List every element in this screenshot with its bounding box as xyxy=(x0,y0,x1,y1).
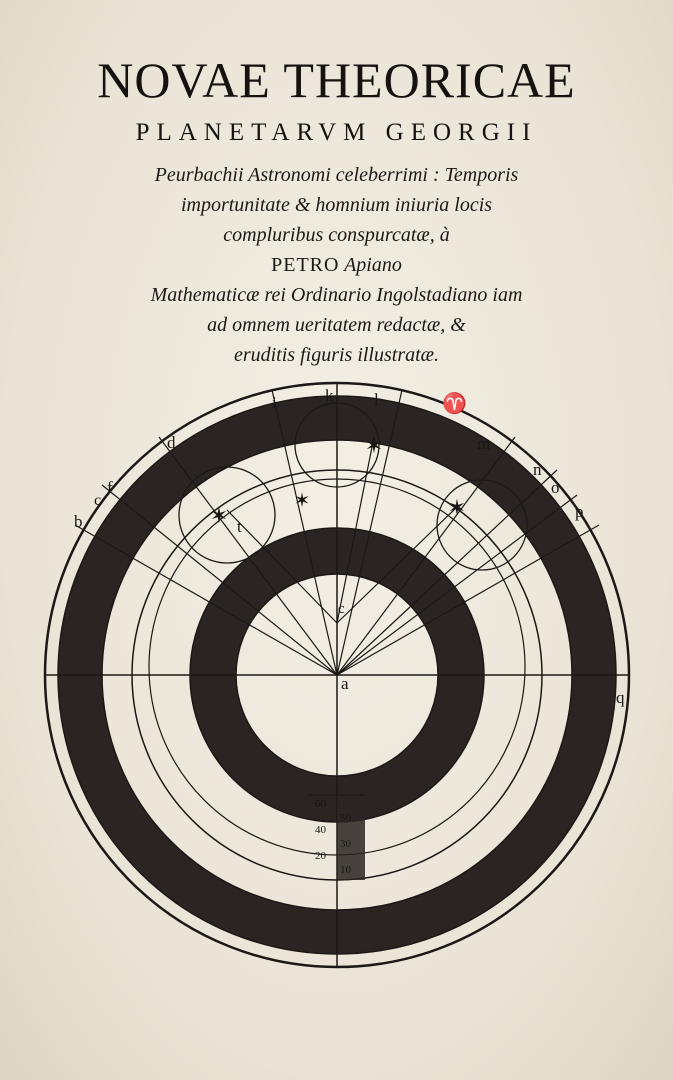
label-aries: ♈ xyxy=(442,393,467,415)
subtitle-line-2: importunitate & homnium iniuria locis xyxy=(180,194,493,216)
scale-10: 10 xyxy=(340,864,351,876)
label-d: d xyxy=(167,433,176,452)
scale-40: 40 xyxy=(315,824,326,836)
label-l: l xyxy=(374,390,379,409)
label-k: k xyxy=(325,386,334,405)
label-m: m xyxy=(477,434,491,453)
label-q: q xyxy=(616,688,625,707)
subtitle-line-3: compluribus conspurcatæ, à xyxy=(223,224,450,246)
subtitle-line-4 xyxy=(40,250,633,280)
label-o: o xyxy=(551,478,560,497)
title-line-1: NOVAE THEORICAE xyxy=(97,52,576,108)
subtitle-line-7: eruditis figuris illustratæ. xyxy=(233,344,440,366)
scale-30: 30 xyxy=(340,838,351,850)
author-name: PETRO xyxy=(271,254,340,276)
svg-text:✶: ✶ xyxy=(447,495,467,520)
label-b: b xyxy=(74,512,83,531)
label-p: p xyxy=(575,502,584,521)
planetary-theory-diagram xyxy=(0,370,673,970)
label-center-a: a xyxy=(341,674,349,693)
label-c: c xyxy=(94,492,102,509)
label-n: n xyxy=(533,460,542,479)
epicycle-right xyxy=(437,480,527,570)
scale-50: 50 xyxy=(340,812,351,824)
subtitle-text xyxy=(40,160,633,370)
scale-60: 60 xyxy=(315,798,326,810)
label-t: t xyxy=(237,517,242,536)
label-f: f xyxy=(107,478,113,497)
label-i: i xyxy=(272,393,277,412)
subtitle-line-5: Mathematicæ rei Ordinario Ingolstadiano iam xyxy=(150,284,523,306)
subtitle-line-1: Peurbachii Astronomi celeberrimi : Temporis xyxy=(154,164,519,186)
subtitle-line-6: ad omnem ueritatem redactæ, & xyxy=(207,314,466,336)
label-center-c: c xyxy=(338,601,345,617)
title-line-2: PLANETARVM GEORGII xyxy=(135,119,538,146)
svg-text:✶: ✶ xyxy=(209,503,229,528)
author-surname: Apiano xyxy=(344,254,402,276)
scale-20: 20 xyxy=(315,850,326,862)
svg-text:✶: ✶ xyxy=(293,490,311,512)
svg-text:✶: ✶ xyxy=(364,433,384,458)
